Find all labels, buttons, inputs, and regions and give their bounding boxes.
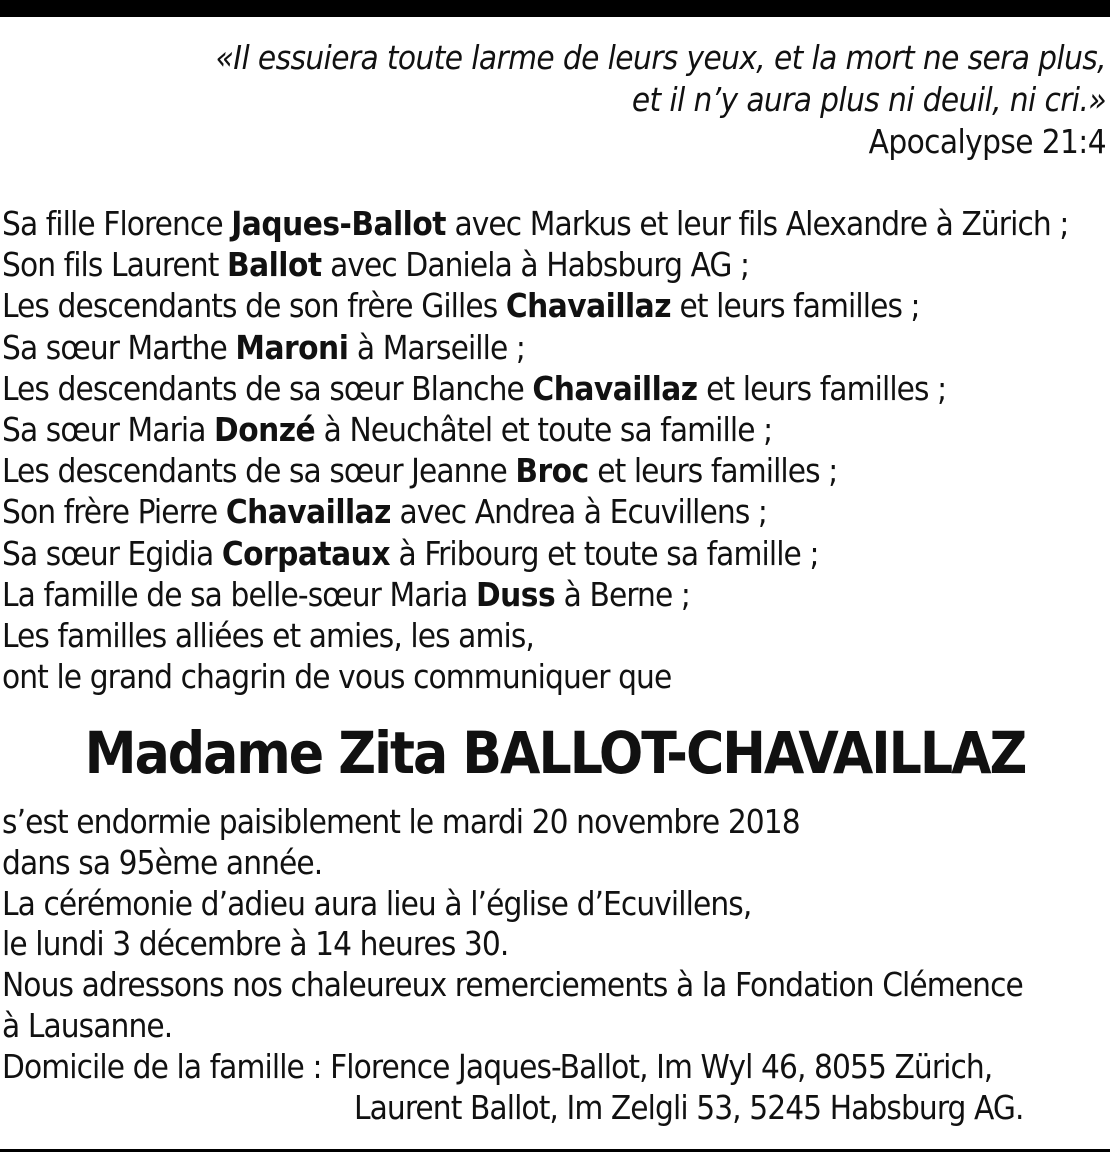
family-list xyxy=(2,203,1107,697)
family-line-text: avec Andrea à Ecuvillens ; xyxy=(390,492,768,532)
family-line-text: Sa sœur Marthe xyxy=(2,327,236,367)
family-surname: Chavaillaz xyxy=(532,368,698,408)
quote-line-1: «Il essuiera toute larme de leurs yeux, et la mort ne sera plus, xyxy=(215,38,1106,77)
family-line xyxy=(2,244,1107,285)
family-line xyxy=(2,615,1107,656)
family-line-text: et leurs familles ; xyxy=(588,451,838,491)
family-line xyxy=(2,491,1107,532)
deceased-name: Madame Zita BALLOT-CHAVAILLAZ xyxy=(84,719,1026,787)
family-line-text: à Neuchâtel et toute sa famille ; xyxy=(315,410,773,450)
top-rule xyxy=(0,0,1110,17)
family-line-text: et leurs familles ; xyxy=(697,368,947,408)
details-indented-line: Laurent Ballot, Im Zelgli 53, 5245 Habsburg AG. xyxy=(354,1087,1024,1127)
detail-line: s’est endormie paisiblement le mardi 20 novembre 2018 xyxy=(2,802,800,841)
family-surname: Ballot xyxy=(226,245,322,285)
family-line-text: Sa fille Florence xyxy=(2,204,232,243)
family-line-text: Sa sœur Maria xyxy=(2,410,215,450)
family-line xyxy=(2,203,1107,244)
family-line-text: à Fribourg et toute sa famille ; xyxy=(389,533,819,573)
family-surname: Chavaillaz xyxy=(225,492,391,532)
detail-line: le lundi 3 décembre à 14 heures 30. xyxy=(2,924,509,964)
family-line-text: Son frère Pierre xyxy=(2,492,226,532)
bible-quote xyxy=(106,37,1106,163)
family-line-text: Les familles alliées et amies, les amis, xyxy=(2,616,534,656)
detail-line: dans sa 95ème année. xyxy=(2,842,323,882)
family-surname: Donzé xyxy=(214,410,316,450)
family-line-text: Les descendants de sa sœur Blanche xyxy=(2,368,533,408)
family-line xyxy=(2,368,1107,409)
family-surname: Broc xyxy=(515,451,589,491)
family-line-text: à Marseille ; xyxy=(348,327,526,367)
family-surname: Corpataux xyxy=(221,533,390,573)
detail-line: Nous adressons nos chaleureux remerciements à la Fondation Clémence xyxy=(2,965,1023,1005)
family-line xyxy=(2,574,1107,615)
family-line-text: Son fils Laurent xyxy=(2,245,227,285)
death-notice-details xyxy=(2,802,1107,1128)
family-line xyxy=(2,327,1107,368)
quote-reference: Apocalypse 21:4 xyxy=(868,122,1106,161)
detail-line: La cérémonie d’adieu aura lieu à l’église d’Ecuvillens, xyxy=(2,883,752,923)
family-line-text: La famille de sa belle-sœur Maria xyxy=(2,574,476,614)
detail-line: à Lausanne. xyxy=(2,1005,173,1045)
family-line xyxy=(2,285,1107,326)
family-line-text: Sa sœur Egidia xyxy=(2,533,222,573)
family-line xyxy=(2,656,1107,697)
family-line xyxy=(2,533,1107,574)
detail-line: Domicile de la famille : Florence Jaques-Ballot, Im Wyl 46, 8055 Zürich, xyxy=(2,1046,993,1086)
family-surname: Duss xyxy=(475,574,556,614)
family-line-text: à Berne ; xyxy=(555,574,690,614)
family-surname: Chavaillaz xyxy=(505,286,671,326)
family-line-text: avec Markus et leur fils Alexandre à Zürich ; xyxy=(445,204,1069,243)
family-surname: Jaques-Ballot xyxy=(231,204,446,243)
family-surname: Maroni xyxy=(235,327,349,367)
family-line xyxy=(2,450,1107,491)
family-line-text: ont le grand chagrin de vous communiquer que xyxy=(2,657,672,697)
family-line-text: et leurs familles ; xyxy=(670,286,920,326)
quote-line-2: et il n’y aura plus ni deuil, ni cri.» xyxy=(631,80,1106,119)
family-line-text: Les descendants de son frère Gilles xyxy=(2,286,506,326)
family-line-text: Les descendants de sa sœur Jeanne xyxy=(2,451,516,491)
family-line-text: avec Daniela à Habsburg AG ; xyxy=(321,245,750,285)
family-line xyxy=(2,409,1107,450)
